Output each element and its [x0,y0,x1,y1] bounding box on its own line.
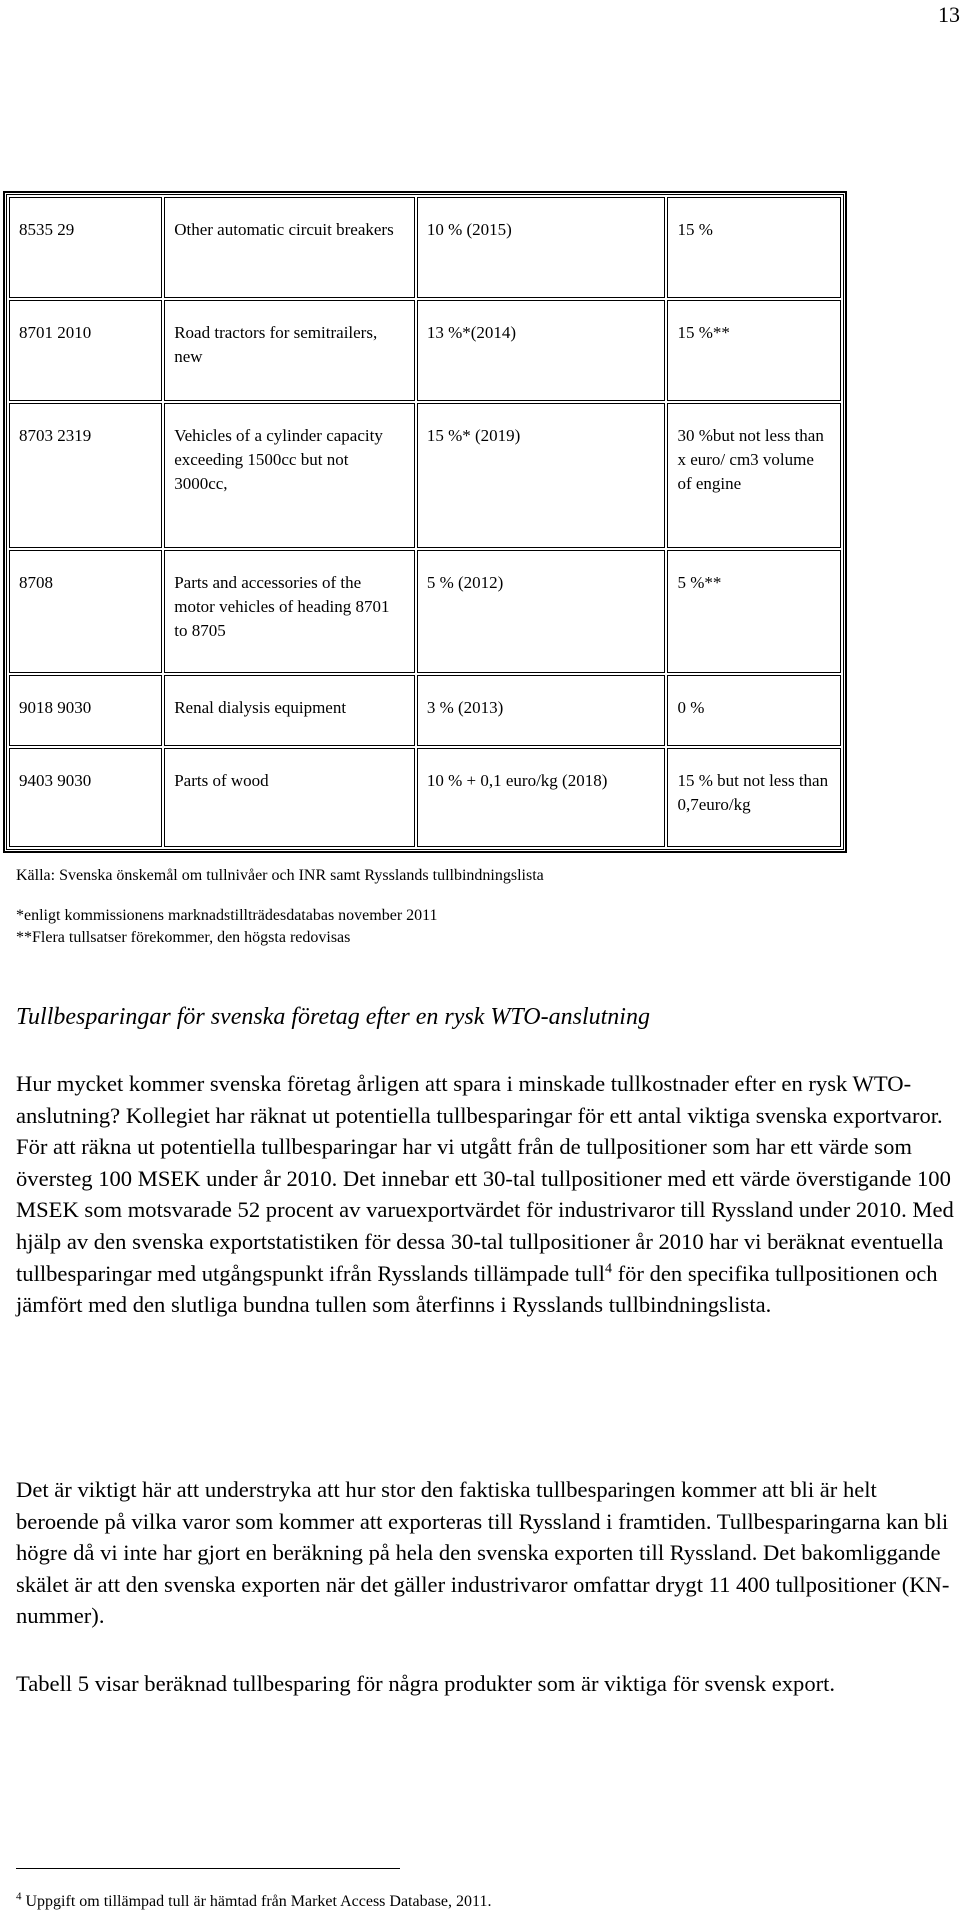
footnote [16,1892,491,1912]
table-row [9,748,841,847]
footnote-asterisk: *enligt kommissionens marknadstillträdesdatabas november 2011 [16,907,438,924]
product-description-cell: Parts of wood [164,748,415,847]
table-row [9,675,841,746]
body-paragraph: Tabell 5 visar beräknad tullbesparing för några produkter som är viktiga för svensk export. [16,1671,836,1696]
footnote-double-asterisk: **Flera tullsatser förekommer, den högsta redovisas [16,929,351,946]
product-description-cell: Parts and accessories of the motor vehicles of heading 8701 to 8705 [164,550,415,673]
footnote-reference[interactable]: 4 [604,1261,612,1277]
source-note: Källa: Svenska önskemål om tullnivåer och INR samt Rysslands tullbindningslista [16,867,544,884]
table-row [9,300,841,401]
body-paragraph [16,1068,960,1321]
applied-rate-cell: 15 %* (2019) [417,403,666,548]
table-row [9,197,841,298]
bound-rate-cell: 5 %** [667,550,841,673]
applied-rate-cell: 3 % (2013) [417,675,666,746]
table-notes [16,865,544,949]
product-description-cell: Road tractors for semitrailers, new [164,300,415,401]
paragraph-text: Hur mycket kommer svenska företag årligen att spara i minskade tullkostnader efter en rysk WTO-anslutning? Kollegiet har räknat ut potentiella tullbesparingar för ett antal viktiga svenska exportvaror. För att räkna ut potentiella tullbesparingar har vi utgått från de tullpositioner som har ett värde som översteg 100 MSEK under år 2010. Det innebar ett 30-tal tullpositioner med ett värde överstigande 100 MSEK som motsvarade 52 procent av varuexportvärdet för industrivaror till Ryssland under 2010. Med hjälp av den svenska exportstatistiken för dessa 30-tal tullpositioner år 2010 har vi beräknat eventuella tullbesparingar med utgångspunkt ifrån Rysslands tillämpade tull [16,1071,954,1286]
table-row [9,550,841,673]
section-heading: Tullbesparingar för svenska företag efter en rysk WTO-anslutning [16,1004,650,1030]
product-description-cell: Vehicles of a cylinder capacity exceeding 1500cc but not 3000cc, [164,403,415,548]
bound-rate-cell: 15 % [667,197,841,298]
paragraph-text: för den specifika tullpositionen och jämfört med den slutliga bundna tullen som återfinns i Rysslands tullbindningslista. [16,1260,938,1318]
product-description-cell: Renal dialysis equipment [164,675,415,746]
footnote-divider [16,1868,400,1869]
product-description-cell: Other automatic circuit breakers [164,197,415,298]
footnote-number: 4 [16,1890,22,1903]
footnote-text: Uppgift om tillämpad tull är hämtad från Market Access Database, 2011. [21,1893,492,1910]
applied-rate-cell: 5 % (2012) [417,550,666,673]
tariff-code-cell: 9403 9030 [9,748,162,847]
bound-rate-cell: 15 %** [667,300,841,401]
tariff-code-cell: 9018 9030 [9,675,162,746]
tariff-code-cell: 8535 29 [9,197,162,298]
table-row [9,403,841,548]
applied-rate-cell: 13 %*(2014) [417,300,666,401]
applied-rate-cell: 10 % (2015) [417,197,666,298]
body-paragraph: Det är viktigt här att understryka att hur stor den faktiska tullbesparingen kommer att bli är helt beroende på vilka varor som kommer att exporteras till Ryssland i framtiden. Tullbesparingarna kan bli högre då vi inte har gjort en beräkning på hela den svenska exporten till Ryssland. Det bakomliggande skälet är att den svenska exporten när det gäller industrivaror omfattar drygt 11 400 tullpositioner (KN-nummer). [16,1477,950,1629]
tariff-code-cell: 8701 2010 [9,300,162,401]
bound-rate-cell: 15 % but not less than 0,7euro/kg [667,748,841,847]
applied-rate-cell: 10 % + 0,1 euro/kg (2018) [417,748,666,847]
tariff-code-cell: 8708 [9,550,162,673]
page-number: 13 [938,2,960,27]
bound-rate-cell: 30 %but not less than x euro/ cm3 volume of engine [667,403,841,548]
tariff-table [6,194,844,850]
tariff-code-cell: 8703 2319 [9,403,162,548]
bound-rate-cell: 0 % [667,675,841,746]
